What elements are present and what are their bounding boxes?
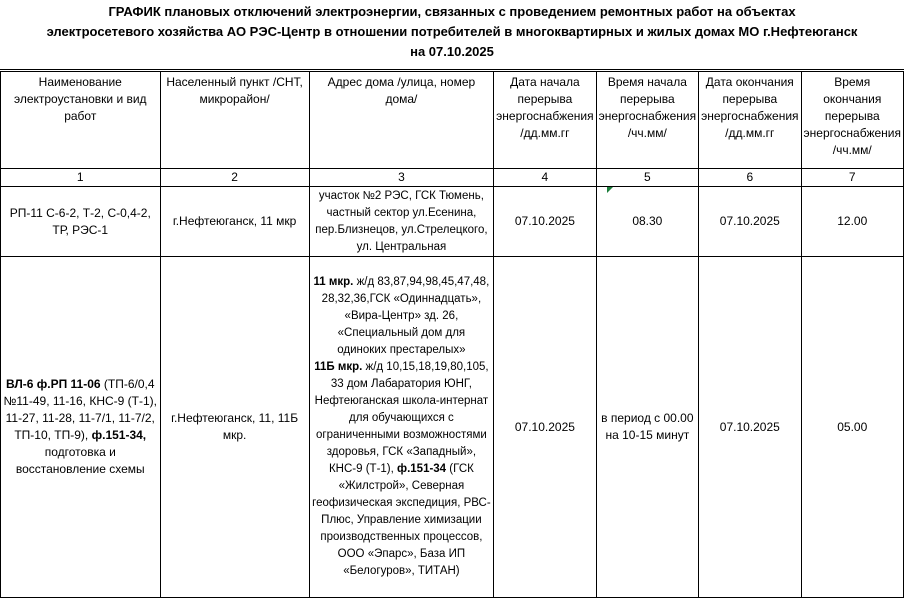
date-end-cell[interactable]: 07.10.2025 xyxy=(699,257,801,598)
title-line-1: ГРАФИК плановых отключений электроэнергии, связанных с проведением ремонтных работ на объектах xyxy=(108,4,796,19)
column-number[interactable]: 3 xyxy=(309,169,494,187)
address-cell[interactable] xyxy=(309,257,494,598)
installation-bold-text: ф.151-34, xyxy=(91,428,147,442)
installation-text: (ТП-6/0,4 №11-49, 11-16, КНС-9 (Т-1), 11-27, 11-28, 11-7/1, 11-7/2, ТП-10, ТП-9), xyxy=(3,377,157,442)
installation-text: подготовка и восстановление схемы xyxy=(15,445,145,476)
column-number[interactable]: 2 xyxy=(160,169,309,187)
date-end-cell[interactable]: 07.10.2025 xyxy=(699,187,801,257)
installation-bold-text: ВЛ-6 ф.РП 11-06 xyxy=(5,377,101,391)
column-number-row xyxy=(1,169,904,187)
time-start-cell[interactable]: в период с 00.00 на 10-15 минут xyxy=(596,257,698,598)
time-end-cell[interactable]: 05.00 xyxy=(801,257,903,598)
header-row xyxy=(1,72,904,169)
column-number[interactable]: 1 xyxy=(1,169,161,187)
cell-comment-marker xyxy=(607,187,613,193)
header-locality[interactable]: Населенный пункт /СНТ, микрорайон/ xyxy=(160,72,309,169)
date-start-cell[interactable]: 07.10.2025 xyxy=(494,257,596,598)
column-number[interactable]: 6 xyxy=(699,169,801,187)
table-row xyxy=(1,257,904,598)
address-cell[interactable]: участок №2 РЭС, ГСК Тюмень, частный сектор ул.Есенина, пер.Близнецов, ул.Стрелецкого, ул. Центральная xyxy=(309,187,494,257)
installation-cell[interactable]: РП-11 С-6-2, Т-2, С-0,4-2, ТР, РЭС-1 xyxy=(1,187,161,257)
header-installation[interactable]: Наименование электроустановки и вид работ xyxy=(1,72,161,169)
time-end-cell[interactable]: 12.00 xyxy=(801,187,903,257)
header-time-end[interactable]: Время окончания перерыва энергоснабжения /чч.мм/ xyxy=(801,72,903,169)
column-number[interactable]: 5 xyxy=(596,169,698,187)
address-text: ж/д 10,15,18,19,80,105, 33 дом Лабаратория ЮНГ, Нефтеюганская школа-интернат для обучающихся с ограниченными возможностями здоровья, ГСК «Западный», КНС-9 (Т-1), xyxy=(314,361,489,475)
column-number[interactable]: 4 xyxy=(494,169,596,187)
table-row xyxy=(1,187,904,257)
time-start-cell[interactable]: 08.30 xyxy=(596,187,698,257)
address-bold-text: 11 мкр. xyxy=(313,276,354,288)
date-start-cell[interactable]: 07.10.2025 xyxy=(494,187,596,257)
column-number[interactable]: 7 xyxy=(801,169,903,187)
outage-table xyxy=(0,71,904,598)
header-time-start[interactable]: Время начала перерыва энергоснабжения /чч.мм/ xyxy=(596,72,698,169)
header-date-start[interactable]: Дата начала перерыва энергоснабжения /дд.мм.гг xyxy=(494,72,596,169)
header-address[interactable]: Адрес дома /улица, номер дома/ xyxy=(309,72,494,169)
address-bold-text: 11Б мкр. xyxy=(314,361,363,373)
title-line-2: электросетевого хозяйства АО РЭС-Центр в отношении потребителей в многоквартирных и жилых домах МО г.Нефтеюганск xyxy=(46,24,858,39)
address-bold-text: ф.151-34 xyxy=(397,463,447,475)
title-line-3: на 07.10.2025 xyxy=(410,44,494,59)
address-text: (ГСК «Жилстрой», Северная геофизическая экспедиция, РВС-Плюс, Управление химизации производственных процессов, ООО «Эпарс», База ИП «Белогуров», ТИТАН) xyxy=(312,463,491,577)
installation-cell[interactable] xyxy=(1,257,161,598)
header-date-end[interactable]: Дата окончания перерыва энергоснабжения /дд.мм.гг xyxy=(699,72,801,169)
locality-cell[interactable]: г.Нефтеюганск, 11, 11Б мкр. xyxy=(160,257,309,598)
address-text: ж/д 83,87,94,98,45,47,48, 28,32,36,ГСК «Одиннадцать», «Вира-Центр» зд. 26, «Специальный дом для одиноких престарелых» xyxy=(321,276,490,356)
locality-cell[interactable]: г.Нефтеюганск, 11 мкр xyxy=(160,187,309,257)
title-block xyxy=(0,0,904,70)
